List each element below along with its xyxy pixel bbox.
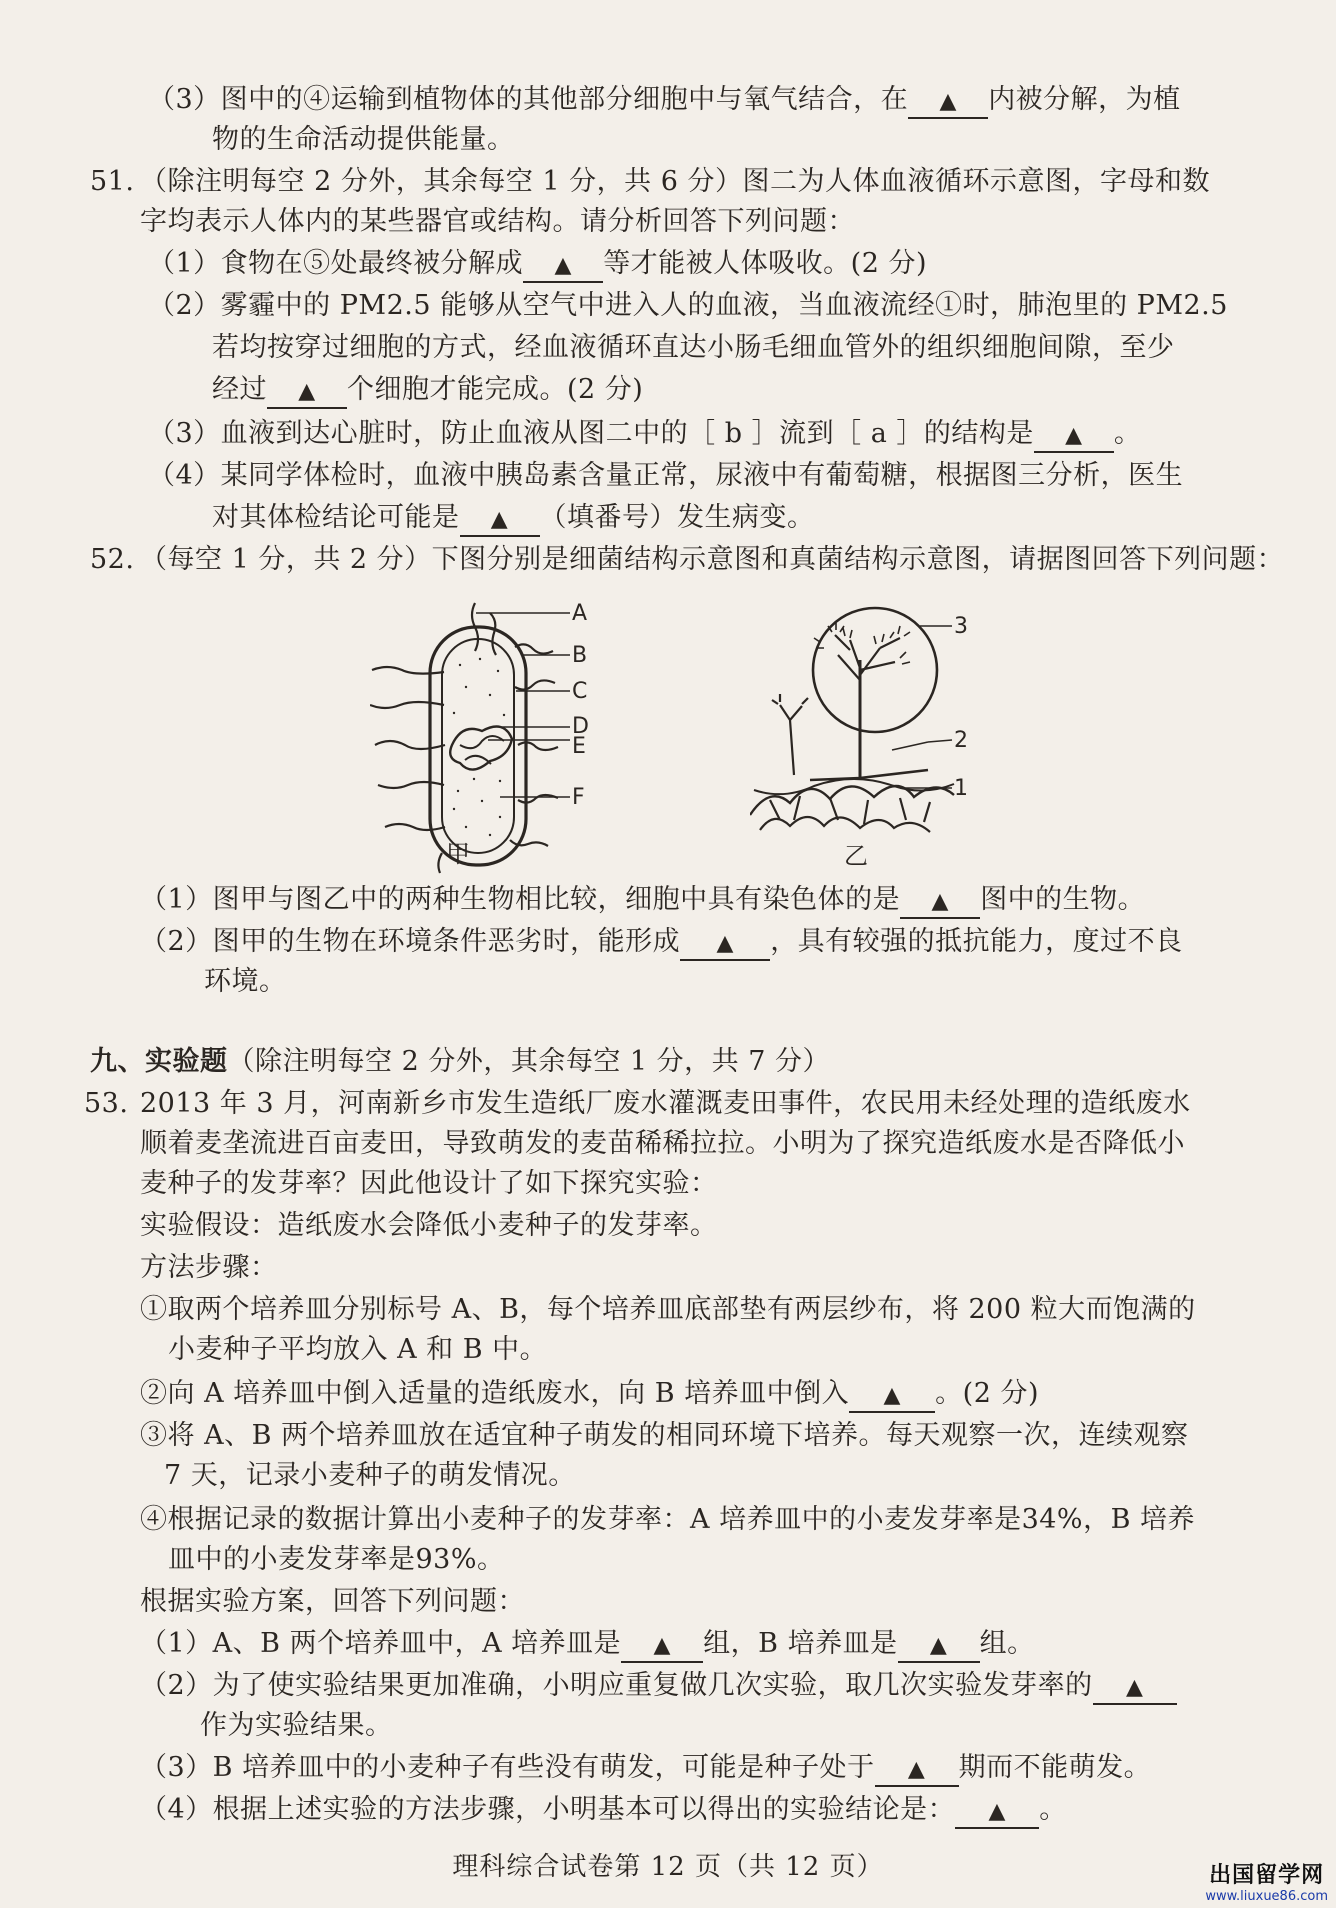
q53-number: 53.: [84, 1088, 129, 1119]
q53-step4-line2: 皿中的小麦发芽率是93%。: [168, 1544, 505, 1575]
q53-line3: 麦种子的发芽率？因此他设计了如下探究实验：: [140, 1168, 718, 1199]
q51-part3: （3）血液到达心脏时，防止血液从图二中的［ b ］流到［ a ］的结构是 ▲ 。: [148, 414, 1141, 454]
q53-part3: （3）B 培养皿中的小麦种子有些没有萌发，可能是种子处于 ▲ 期而不能萌发。: [140, 1748, 1151, 1788]
q52-number: 52.: [90, 544, 135, 575]
cytoplasm-dots: [453, 658, 505, 836]
answer-blank: ▲: [621, 1629, 703, 1663]
q52-part2-line2: 环境。: [204, 966, 287, 997]
answer-blank: ▲: [908, 85, 988, 119]
answer-blank: ▲: [460, 503, 540, 537]
q51-number: 51.: [90, 166, 135, 197]
q52-intro: （每空 1 分，共 2 分）下图分别是细菌结构示意图和真菌结构示意图，请据图回答下列问题：: [140, 544, 1285, 575]
label-3: 3: [954, 614, 968, 639]
q53-part2-line1: （2）为了使实验结果更加准确，小明应重复做几次实验，取几次实验发芽率的 ▲: [140, 1666, 1177, 1706]
label-d: D: [572, 714, 589, 739]
q53-part4: （4）根据上述实验的方法步骤，小明基本可以得出的实验结论是： ▲ 。: [140, 1790, 1067, 1830]
q53-step1-line2: 小麦种子平均放入 A 和 B 中。: [168, 1334, 548, 1365]
answer-blank: ▲: [900, 885, 980, 919]
bacterium-diagram: [370, 595, 610, 875]
figure-b-caption: 乙: [844, 842, 869, 870]
q51-part4-line1: （4）某同学体检时，血液中胰岛素含量正常，尿液中有葡萄糖，根据图三分析，医生: [148, 460, 1184, 491]
q51-part1: （1）食物在⑤处最终被分解成 ▲ 等才能被人体吸收。(2 分): [148, 244, 927, 284]
q53-hypothesis: 实验假设：造纸废水会降低小麦种子的发芽率。: [140, 1210, 718, 1241]
section-9-heading: 九、实验题（除注明每空 2 分外，其余每空 1 分，共 7 分）: [90, 1046, 831, 1077]
q51-intro-line1: （除注明每空 2 分外，其余每空 1 分，共 6 分）图二为人体血液循环示意图，字母和数: [140, 166, 1211, 197]
q51-part4-line2: 对其体检结论可能是 ▲ （填番号）发生病变。: [212, 498, 815, 538]
answer-blank: ▲: [875, 1753, 959, 1787]
q51-part2-line1: （2）雾霾中的 PM2.5 能够从空气中进入人的血液，当血液流经①时，肺泡里的 PM2.5: [148, 290, 1228, 321]
figure-a-caption: 甲: [446, 840, 471, 868]
label-2: 2: [954, 728, 968, 753]
answer-blank: ▲: [849, 1379, 935, 1413]
q53-ask: 根据实验方案，回答下列问题：: [140, 1586, 525, 1617]
answer-blank: ▲: [898, 1629, 980, 1663]
q53-step4-line1: ④根据记录的数据计算出小麦种子的发芽率：A 培养皿中的小麦发芽率是34%，B 培养: [140, 1504, 1196, 1535]
q52-part1: （1）图甲与图乙中的两种生物相比较，细胞中具有染色体的是 ▲ 图中的生物。: [140, 880, 1145, 920]
label-a: A: [572, 601, 588, 626]
q51-part2-line3: 经过 ▲ 个细胞才能完成。(2 分): [212, 370, 643, 410]
answer-blank: ▲: [523, 249, 603, 283]
watermark-name: 出国留学网: [1209, 1863, 1325, 1888]
answer-blank: ▲: [267, 375, 347, 409]
q51-part2-line2: 若均按穿过细胞的方式，经血液循环直达小肠毛细血管外的组织细胞间隙，至少: [212, 332, 1175, 363]
answer-blank: ▲: [955, 1795, 1039, 1829]
label-f: F: [572, 785, 585, 810]
answer-blank: ▲: [1034, 419, 1114, 453]
watermark-logo: [1205, 1858, 1328, 1904]
q52-part2-line1: （2）图甲的生物在环境条件恶劣时，能形成 ▲ ，具有较强的抵抗能力，度过不良: [140, 922, 1183, 962]
label-1: 1: [954, 776, 968, 801]
page-footer: 理科综合试卷第 12 页（共 12 页）: [452, 1852, 884, 1882]
label-e: E: [572, 734, 586, 759]
label-c: C: [572, 679, 588, 704]
label-b: B: [572, 643, 588, 668]
q53-step3-line1: ③将 A、B 两个培养皿放在适宜种子萌发的相同环境下培养。每天观察一次，连续观察: [140, 1420, 1189, 1451]
q53-line1: 2013 年 3 月，河南新乡市发生造纸厂废水灌溉麦田事件，农民用未经处理的造纸废水: [140, 1088, 1191, 1119]
q50-3-line1: （3）图中的④运输到植物体的其他部分细胞中与氧气结合，在 ▲ 内被分解，为植: [148, 80, 1181, 120]
q53-step1-line1: ①取两个培养皿分别标号 A、B，每个培养皿底部垫有两层纱布，将 200 粒大而饱满的: [140, 1294, 1196, 1325]
q53-part2-line2: 作为实验结果。: [200, 1710, 393, 1741]
answer-blank: ▲: [680, 927, 770, 961]
answer-blank: ▲: [1093, 1671, 1177, 1705]
watermark-url: www.liuxue86.com: [1205, 1889, 1328, 1904]
q53-step2: ②向 A 培养皿中倒入适量的造纸废水，向 B 培养皿中倒入 ▲ 。(2 分): [140, 1374, 1039, 1414]
fungus-diagram: [750, 600, 990, 840]
q53-part1: （1）A、B 两个培养皿中，A 培养皿是 ▲ 组，B 培养皿是 ▲ 组。: [140, 1624, 1035, 1664]
q53-method-heading: 方法步骤：: [140, 1252, 278, 1283]
q50-3-line2: 物的生命活动提供能量。: [212, 124, 515, 155]
q51-intro-line2: 字均表示人体内的某些器官或结构。请分析回答下列问题：: [140, 206, 855, 237]
q53-line2: 顺着麦垄流进百亩麦田，导致萌发的麦苗稀稀拉拉。小明为了探究造纸废水是否降低小: [140, 1128, 1185, 1159]
q53-step3-line2: 7 天，记录小麦种子的萌发情况。: [164, 1460, 576, 1491]
